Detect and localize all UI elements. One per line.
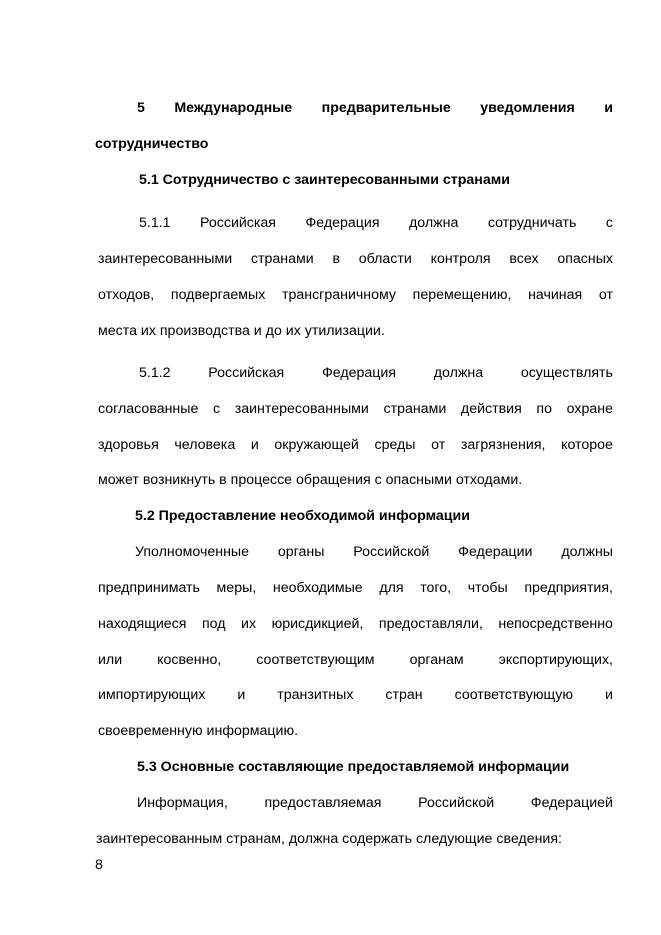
word: и — [237, 687, 246, 703]
word: странами — [250, 251, 314, 267]
word: Российской — [353, 544, 430, 560]
word: Российской — [418, 795, 495, 811]
word: импортирующих — [98, 687, 206, 703]
word: перемещению, — [412, 287, 512, 303]
word: Федерация — [305, 215, 380, 231]
word: Российская — [200, 215, 276, 231]
page-number: 8 — [95, 857, 103, 873]
paragraph-5-2-line6: своевременную информацию. — [98, 723, 299, 739]
title-word: уведомления — [480, 100, 575, 116]
paragraph-5-2-line3 — [98, 615, 613, 633]
word: по — [536, 401, 552, 417]
word: трансграничному — [281, 287, 397, 303]
word: Федерацией — [530, 795, 613, 811]
word: предоставляемая — [264, 795, 382, 811]
section-number: 5 — [137, 100, 145, 116]
word: здоровья — [98, 437, 159, 453]
word: должна — [433, 365, 484, 381]
word: 5.1.1 — [139, 215, 171, 231]
word: странами — [383, 401, 447, 417]
paragraph-5-1-2-line4: может возникнуть в процессе обращения с опасными отходами. — [98, 472, 523, 488]
section-5-title-line1 — [137, 99, 613, 117]
word: осуществлять — [520, 365, 613, 381]
paragraph-5-1-2-line3 — [98, 436, 613, 454]
word: сотрудничать — [487, 215, 577, 231]
word: их — [241, 616, 257, 632]
subsection-5-3-heading: 5.3 Основные составляющие предоставляемой информации — [137, 759, 570, 775]
word: под — [201, 616, 226, 632]
word: транзитных — [277, 687, 354, 703]
word: 5.1.2 — [139, 365, 171, 381]
word: заинтересованными — [234, 401, 369, 417]
paragraph-5-1-1-line3 — [98, 286, 613, 304]
word: или — [98, 652, 123, 668]
paragraph-5-2-line1 — [135, 543, 613, 561]
word: опасных — [557, 251, 613, 267]
word: того, — [420, 580, 452, 596]
word: в — [332, 251, 340, 267]
word: среды — [374, 437, 416, 453]
word: от — [431, 437, 446, 453]
word: от — [598, 287, 613, 303]
word: Уполномоченные — [135, 544, 250, 560]
paragraph-5-3-line1 — [137, 794, 613, 812]
word: действия — [460, 401, 522, 417]
word: заинтересованными — [98, 251, 233, 267]
word: чтобы — [467, 580, 508, 596]
word: предоставляли, — [378, 616, 483, 632]
word: непосредственно — [498, 616, 613, 632]
paragraph-5-2-line5 — [98, 686, 613, 704]
word: должны — [561, 544, 613, 560]
word: и — [250, 437, 259, 453]
paragraph-5-1-2-line2 — [98, 400, 613, 418]
word: для — [379, 580, 404, 596]
word: отходов, — [98, 287, 155, 303]
word: стран — [385, 687, 423, 703]
word: охране — [566, 401, 613, 417]
word: подвергаемых — [170, 287, 266, 303]
word: начиная — [528, 287, 583, 303]
paragraph-5-3-line2: заинтересованным странам, должна содержать следующие сведения: — [96, 831, 562, 847]
word: Федерации — [458, 544, 533, 560]
word: области — [358, 251, 412, 267]
word: которое — [561, 437, 613, 453]
word: Федерация — [321, 365, 397, 381]
word: человека — [174, 437, 236, 453]
paragraph-5-1-2-line1 — [139, 364, 613, 382]
paragraph-5-2-line2 — [98, 579, 613, 597]
paragraph-5-1-1-line2 — [98, 250, 613, 268]
paragraph-5-2-line4 — [98, 651, 613, 669]
word: предпринимать — [98, 580, 200, 596]
subsection-5-2-heading: 5.2 Предоставление необходимой информации — [135, 508, 470, 524]
word: косвенно, — [157, 652, 222, 668]
word: органы — [277, 544, 325, 560]
word: соответствующую — [454, 687, 574, 703]
word: соответствующим — [256, 652, 375, 668]
word: Российская — [208, 365, 285, 381]
word: находящиеся — [98, 616, 187, 632]
word: органам — [409, 652, 464, 668]
word: и — [605, 687, 613, 703]
subsection-5-1-heading: 5.1 Сотрудничество с заинтересованными странами — [139, 172, 510, 188]
word: с — [605, 215, 613, 231]
word: согласованные — [98, 401, 199, 417]
paragraph-5-1-1-line4: места их производства и до их утилизации. — [98, 323, 385, 339]
word: загрязнения, — [460, 437, 546, 453]
paragraph-5-1-1-line1 — [139, 214, 613, 232]
word: необходимые — [272, 580, 363, 596]
word: контроля — [430, 251, 491, 267]
title-word: предварительные — [321, 100, 451, 116]
section-5-title-line2: сотрудничество — [95, 136, 209, 152]
word: должна — [408, 215, 459, 231]
word: Информация, — [137, 795, 228, 811]
word: меры, — [216, 580, 257, 596]
title-word: и — [604, 100, 613, 116]
title-word: Международные — [174, 100, 293, 116]
word: с — [213, 401, 221, 417]
word: всех — [509, 251, 539, 267]
word: предприятия, — [524, 580, 613, 596]
word: экспортирующих, — [498, 652, 613, 668]
word: юрисдикцией, — [271, 616, 364, 632]
word: окружающей — [274, 437, 359, 453]
